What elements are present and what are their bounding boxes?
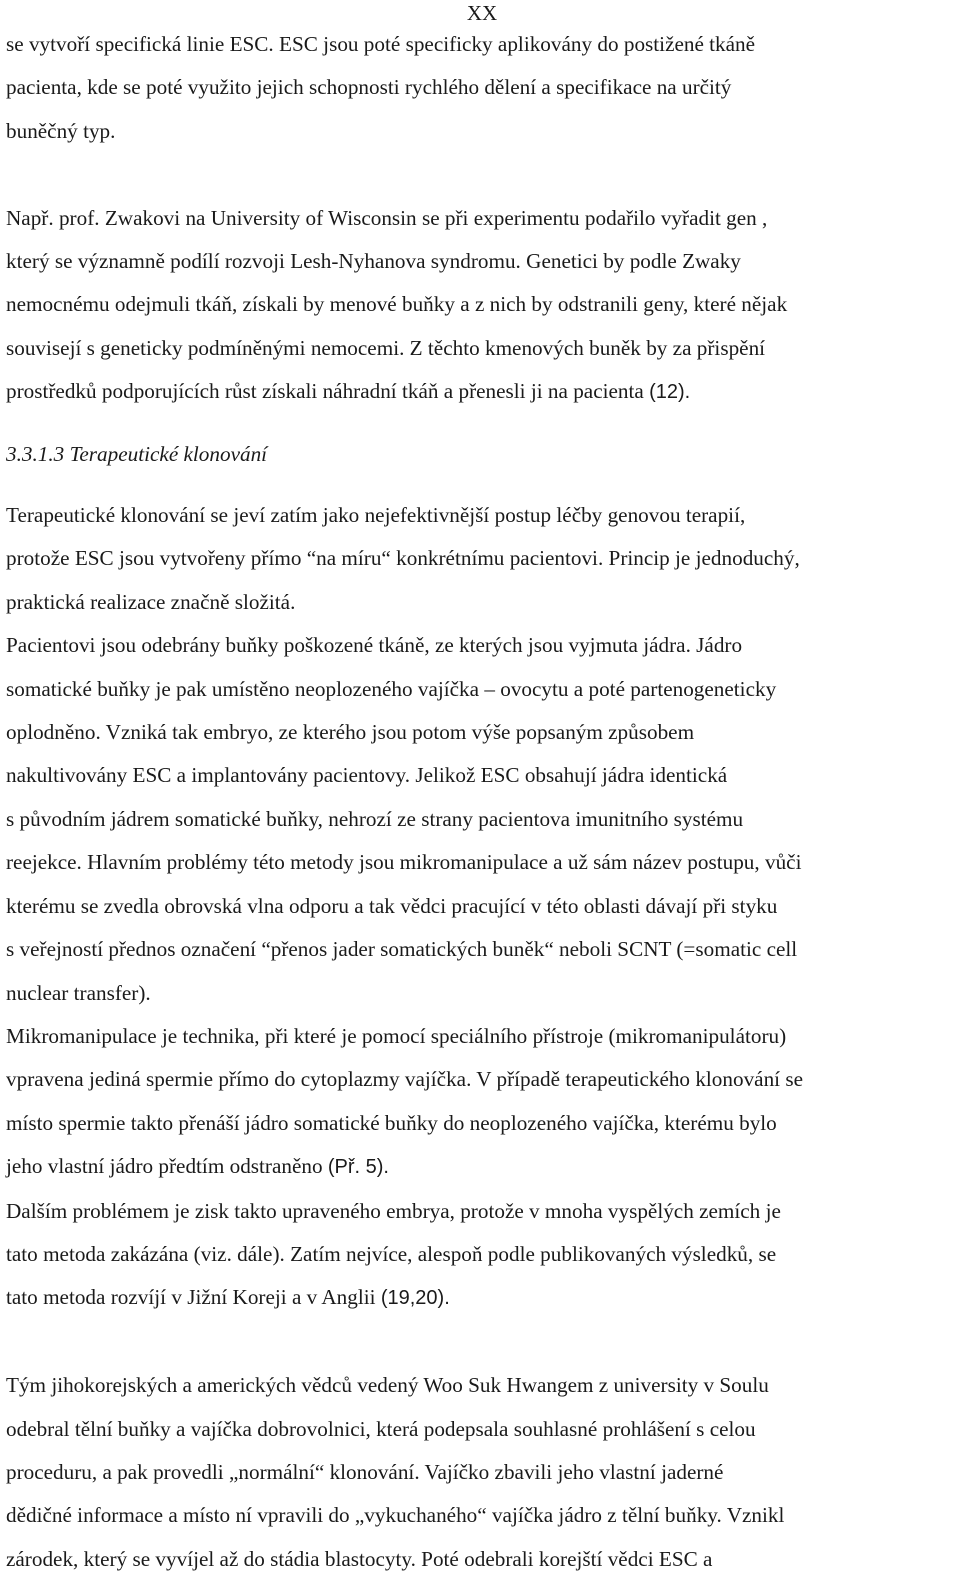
text-line: který se významně podílí rozvoji Lesh-Nyhanova syndromu. Genetici by podle Zwaky	[6, 249, 741, 274]
text-line: somatické buňky je pak umístěno neoplozeného vajíčka – ovocytu a poté partenogeneticky	[6, 676, 777, 701]
citation-reference: (Př. 5).	[327, 1156, 389, 1179]
paragraph-embryo-problem	[6, 1190, 956, 1321]
text-line: Dalším problémem je zisk takto upraveného embrya, protože v mnoha vyspělých zemích je	[6, 1198, 781, 1223]
document-body	[6, 23, 956, 1581]
text-line: vpravena jediná spermie přímo do cytoplazmy vajíčka. V případě terapeutického klonování se	[6, 1067, 804, 1092]
text-line: odebral tělní buňky a vajíčka dobrovolnici, která podepsala souhlasné prohlášení s celou	[6, 1416, 756, 1441]
section-heading	[6, 433, 956, 476]
text-line: Pacientovi jsou odebrány buňky poškozené tkáně, ze kterých jsou vyjmuta jádra. Jádro	[6, 633, 743, 658]
text-line	[6, 1276, 956, 1320]
paragraph-esc-lineage	[6, 23, 956, 153]
text-line: reejekce. Hlavním problémy této metody jsou mikromanipulace a už sám název postupu, vůči	[6, 850, 802, 875]
text-line: oplodněno. Vzniká tak embryo, ze kterého jsou potom výše popsaným způsobem	[6, 720, 695, 745]
paragraph-spacer	[6, 1321, 956, 1364]
section-number: 3.3.1.3	[6, 441, 65, 466]
text-line: zárodek, který se vyvíjel až do stádia blastocyty. Poté odebrali korejští vědci ESC a	[6, 1546, 713, 1571]
text-line: s původním jádrem somatické buňky, nehrozí ze strany pacientova imunitního systému	[6, 806, 744, 831]
text-line: Např. prof. Zwakovi na University of Wisconsin se při experimentu podařilo vyřadit gen ,	[6, 205, 768, 230]
paragraph-therapeutic-cloning-intro	[6, 494, 956, 624]
text-line: Terapeutické klonování se jeví zatím jako nejefektivnější postup léčby genovou terapií,	[6, 503, 746, 528]
text-line: nemocnému odejmuli tkáň, získali by menové buňky a z nich by odstranili geny, které nějak	[6, 292, 788, 317]
text-line: kterému se zvedla obrovská vlna odporu a tak vědci pracující v této oblasti dávají při styku	[6, 893, 778, 918]
text-line: souvisejí s geneticky podmíněnými nemocemi. Z těchto kmenových buněk by za přispění	[6, 335, 766, 360]
citation-reference: (12).	[649, 381, 691, 404]
text-line: protože ESC jsou vytvořeny přímo “na míru“ konkrétnímu pacientovi. Princip je jednoduchý,	[6, 546, 800, 571]
text-line	[6, 370, 956, 414]
text-span: prostředků podporujících růst získali náhradní tkáň a přenesli ji na pacienta	[6, 379, 650, 404]
text-line: Tým jihokorejských a amerických vědců vedený Woo Suk Hwangem z university v Soulu	[6, 1373, 769, 1398]
section-title: Terapeutické klonování	[69, 441, 268, 466]
paragraph-micromanipulation	[6, 1015, 956, 1190]
text-line: pacienta, kde se poté využito jejich schopnosti rychlého dělení a specifikace na určitý	[6, 75, 732, 100]
text-line: se vytvoří specifická linie ESC. ESC jsou poté specificky aplikovány do postižené tkáně	[6, 32, 756, 56]
paragraph-procedure	[6, 624, 956, 1015]
text-line: praktická realizace značně složitá.	[6, 589, 296, 614]
section-spacer	[6, 476, 956, 494]
text-line: nakultivovány ESC a implantovány pacientovy. Jelikož ESC obsahují jádra identická	[6, 763, 728, 788]
text-line: buněčný typ.	[6, 118, 116, 143]
paragraph-hwang-team	[6, 1364, 956, 1581]
text-line: nuclear transfer).	[6, 980, 151, 1005]
paragraph-zwaka-example	[6, 197, 956, 415]
text-line: s veřejností přednos označení “přenos jader somatických buněk“ neboli SCNT (=somatic cell	[6, 937, 798, 962]
text-line: proceduru, a pak provedli „normální“ klonování. Vajíčko zbavili jeho vlastní jaderné	[6, 1459, 724, 1484]
citation-reference: (19,20).	[380, 1287, 450, 1310]
text-span: jeho vlastní jádro předtím odstraněno	[6, 1154, 328, 1179]
text-line: Mikromanipulace je technika, při které je pomocí speciálního přístroje (mikromanipulátoru)	[6, 1023, 787, 1048]
text-line	[6, 1145, 956, 1189]
section-spacer	[6, 415, 956, 433]
text-line: tato metoda zakázána (viz. dále). Zatím nejvíce, alespoň podle publikovaných výsledků, se	[6, 1241, 777, 1266]
text-span: tato metoda rozvíjí v Jižní Koreji a v Anglii	[6, 1285, 381, 1310]
text-line: místo spermie takto přenáší jádro somatické buňky do neoplozeného vajíčka, kterému bylo	[6, 1110, 777, 1135]
text-line: dědičné informace a místo ní vpravili do „vykuchaného“ vajíčka jádro z tělní buňky. Vznikl	[6, 1503, 785, 1528]
paragraph-spacer	[6, 153, 956, 196]
page-number-label: XX	[466, 1, 498, 25]
